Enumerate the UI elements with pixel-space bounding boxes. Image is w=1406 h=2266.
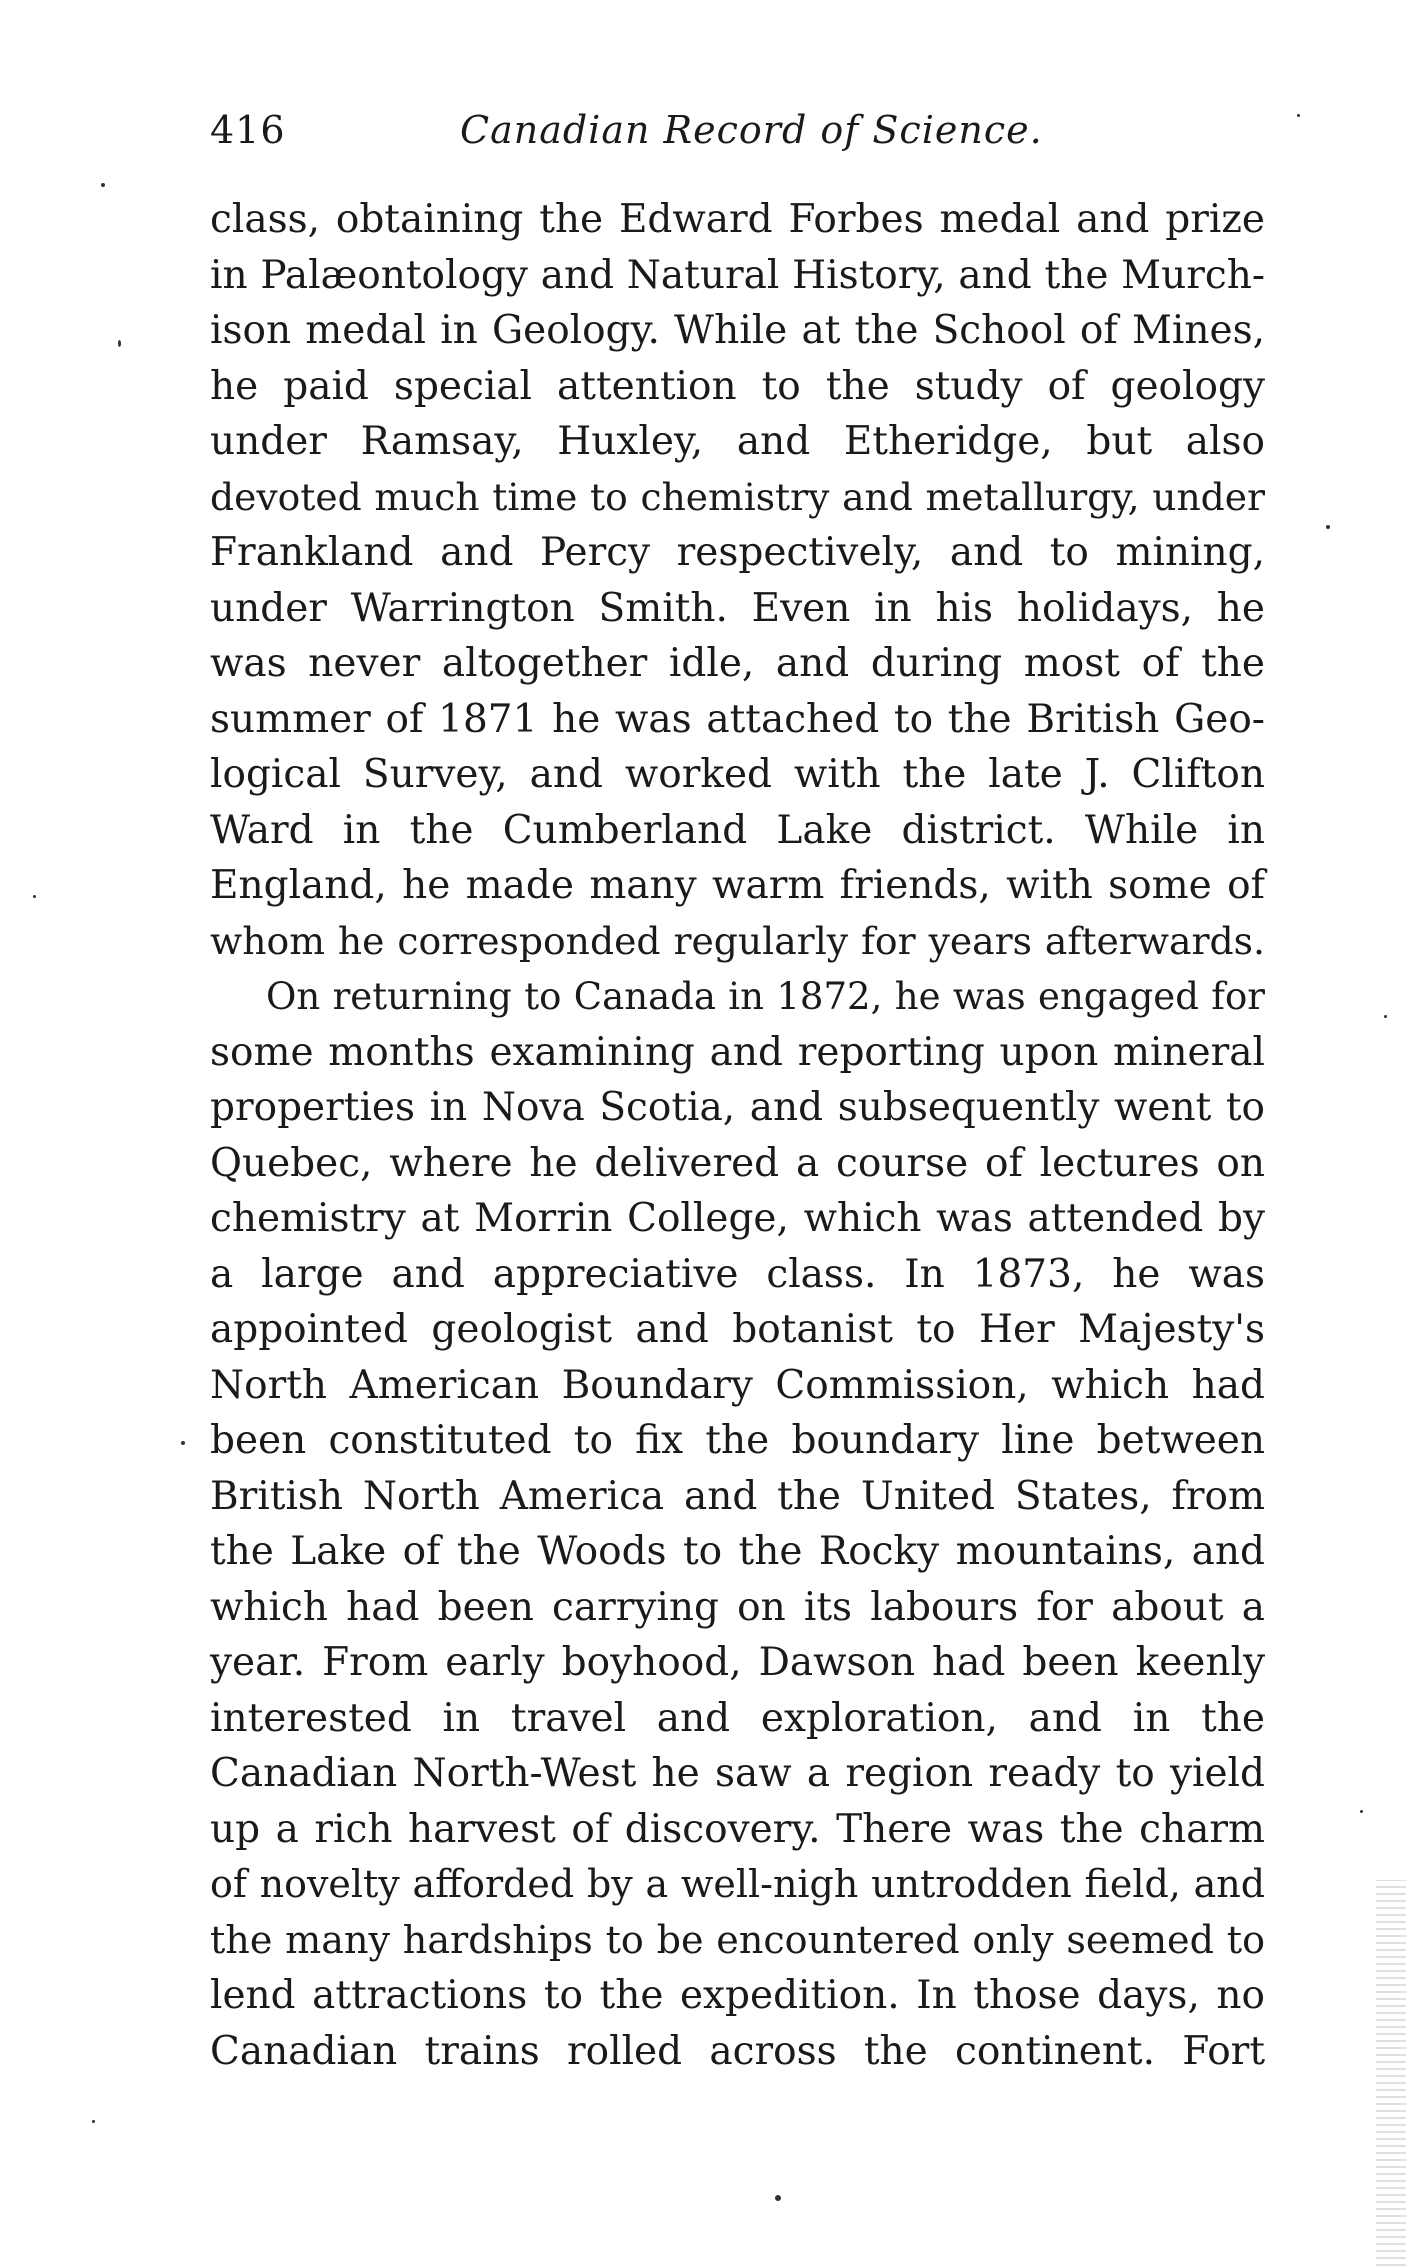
- page-number: 416: [210, 108, 286, 152]
- scan-speck: [1297, 114, 1300, 117]
- scan-speck: [181, 1441, 185, 1445]
- text-line: chemistry at Morrin College, which was attended by: [210, 1196, 1265, 1241]
- text-line: properties in Nova Scotia, and subsequently went to: [210, 1085, 1265, 1130]
- scan-speck: [92, 2120, 95, 2123]
- text-line: which had been carrying on its labours for about a: [210, 1584, 1265, 1630]
- text-line: interested in travel and exploration, and in the: [210, 1695, 1265, 1741]
- scan-speck: [1384, 1015, 1387, 1018]
- text-line: logical Survey, and worked with the late J. Clifton: [210, 752, 1265, 797]
- text-line: in Palæontology and Natural History, and the Murch-: [210, 252, 1265, 298]
- text-line: Canadian North-West he saw a region ready to yield: [210, 1751, 1265, 1796]
- text-line: under Ramsay, Huxley, and Etheridge, but also: [210, 419, 1265, 464]
- text-line: summer of 1871 he was attached to the British Geo-: [210, 696, 1265, 742]
- paragraph-first-line: On returning to Canada in 1872, he was engaged for: [266, 975, 1265, 1018]
- text-line: the many hardships to be encountered only seemed to: [210, 1917, 1265, 1962]
- running-title: Canadian Record of Science.: [460, 108, 1043, 152]
- scan-speck: [101, 183, 105, 187]
- text-line: British North America and the United States, from: [210, 1473, 1265, 1519]
- scan-speck: [1326, 525, 1330, 529]
- scan-speck: [33, 895, 36, 898]
- text-line: of novelty afforded by a well-nigh untrodden field, and: [210, 1862, 1265, 1906]
- text-line: devoted much time to chemistry and metallurgy, under: [210, 474, 1265, 519]
- text-line: class, obtaining the Edward Forbes medal and prize: [210, 197, 1265, 242]
- text-line: England, he made many warm friends, with some of: [210, 863, 1265, 908]
- text-line: lend attractions to the expedition. In those days, no: [210, 1973, 1265, 2018]
- text-line: appointed geologist and botanist to Her Majesty's: [210, 1307, 1265, 1352]
- text-line: year. From early boyhood, Dawson had been keenly: [210, 1640, 1265, 1685]
- text-line: ison medal in Geology. While at the School of Mines,: [210, 308, 1265, 353]
- scan-edge-noise: [1376, 1880, 1406, 2266]
- text-line: North American Boundary Commission, which had: [210, 1362, 1265, 1408]
- page-header: [210, 108, 1270, 168]
- text-line: he paid special attention to the study of geology: [210, 363, 1265, 409]
- body-text: [210, 192, 1265, 2079]
- text-line: the Lake of the Woods to the Rocky mountains, and: [210, 1529, 1265, 1574]
- text-line: Canadian trains rolled across the continent. Fort: [210, 2028, 1265, 2074]
- text-line: was never altogether idle, and during most of the: [210, 641, 1265, 686]
- text-line: whom he corresponded regularly for years afterwards.: [210, 918, 1265, 963]
- text-line: up a rich harvest of discovery. There was the charm: [210, 1806, 1265, 1852]
- text-line: been constituted to fix the boundary line between: [210, 1418, 1265, 1463]
- text-line: a large and appreciative class. In 1873, he was: [210, 1251, 1265, 1297]
- text-line: some months examining and reporting upon mineral: [210, 1029, 1265, 1075]
- text-line: under Warrington Smith. Even in his holidays, he: [210, 585, 1265, 631]
- text-line: Frankland and Percy respectively, and to mining,: [210, 530, 1265, 575]
- text-line: Quebec, where he delivered a course of lectures on: [210, 1140, 1265, 1186]
- scan-speck: [1360, 1810, 1363, 1813]
- text-line: Ward in the Cumberland Lake district. While in: [210, 807, 1265, 853]
- scan-speck: [118, 340, 121, 347]
- scan-speck: [775, 2195, 781, 2201]
